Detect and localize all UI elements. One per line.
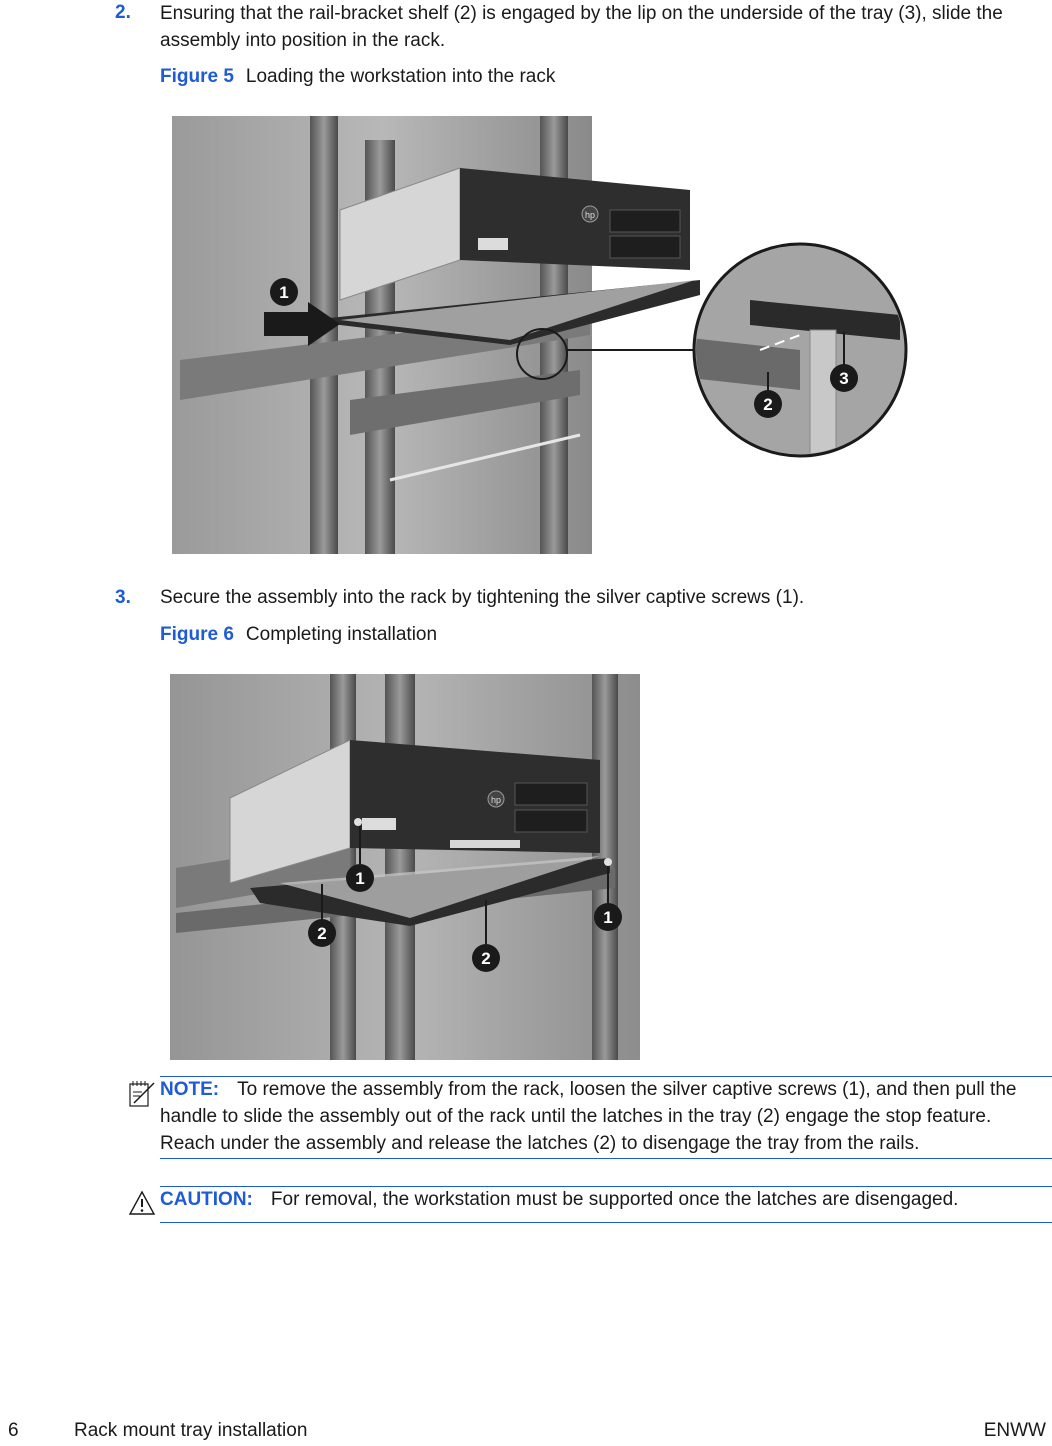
figure-label: Figure 6 [160, 624, 234, 645]
step-text: Secure the assembly into the rack by tightening the silver captive screws (1). [160, 587, 805, 608]
page-number: 6 [8, 1420, 19, 1441]
callout-number: 1 [279, 283, 289, 302]
rack-loading-illustration [160, 110, 920, 558]
caution-label: CAUTION: [160, 1189, 253, 1210]
front-label [362, 818, 396, 830]
callout-number: 1 [603, 908, 613, 927]
note-bottom-rule [160, 1158, 1052, 1159]
caution-text: For removal, the workstation must be supported once the latches are disengaged. [270, 1189, 959, 1210]
footer-document-code: ENWW [983, 1420, 1046, 1441]
tray-handle [450, 840, 520, 848]
figure-label: Figure 5 [160, 66, 234, 87]
callout-number: 3 [839, 369, 849, 388]
caution-block [160, 1186, 1050, 1213]
step-number: 2. [115, 2, 131, 23]
optical-drive-bay [515, 810, 587, 832]
optical-drive-bay [515, 783, 587, 805]
footer-section-title: Rack mount tray installation [74, 1420, 308, 1441]
captive-screw [354, 818, 362, 826]
step-number: 3. [115, 587, 131, 608]
optical-drive-bay [610, 210, 680, 232]
note-text: To remove the assembly from the rack, loosen the silver captive screws (1), and then pull the handle to slide the assembly out of the rack until the latches in the tray (2) engage the stop feature. Reach under the assembly and release the latches (2) to disengage the tray from the rails. [160, 1079, 1017, 1154]
front-label [478, 238, 508, 250]
figure-caption-text: Completing installation [245, 624, 438, 645]
callout-number: 2 [481, 949, 491, 968]
callout-number: 2 [763, 395, 773, 414]
logo-text: hp [490, 795, 502, 805]
note-block [160, 1076, 1050, 1157]
callout-number: 1 [355, 869, 365, 888]
logo-text: hp [584, 210, 596, 220]
step-text: Ensuring that the rail-bracket shelf (2) is engaged by the lip on the underside of the tray (3), slide the assembly into position in the rack. [160, 3, 1003, 51]
note-label: NOTE: [160, 1079, 220, 1100]
callout-number: 2 [317, 924, 327, 943]
completed-installation-illustration [160, 668, 650, 1064]
warning-icon [128, 1190, 156, 1216]
rack-post [385, 674, 415, 1060]
caution-bottom-rule [160, 1222, 1052, 1223]
figure-caption [160, 624, 437, 646]
figure-caption [160, 66, 555, 88]
note-icon [128, 1078, 158, 1108]
figure-caption-text: Loading the workstation into the rack [245, 66, 556, 87]
captive-screw [604, 858, 612, 866]
optical-drive-bay [610, 236, 680, 258]
